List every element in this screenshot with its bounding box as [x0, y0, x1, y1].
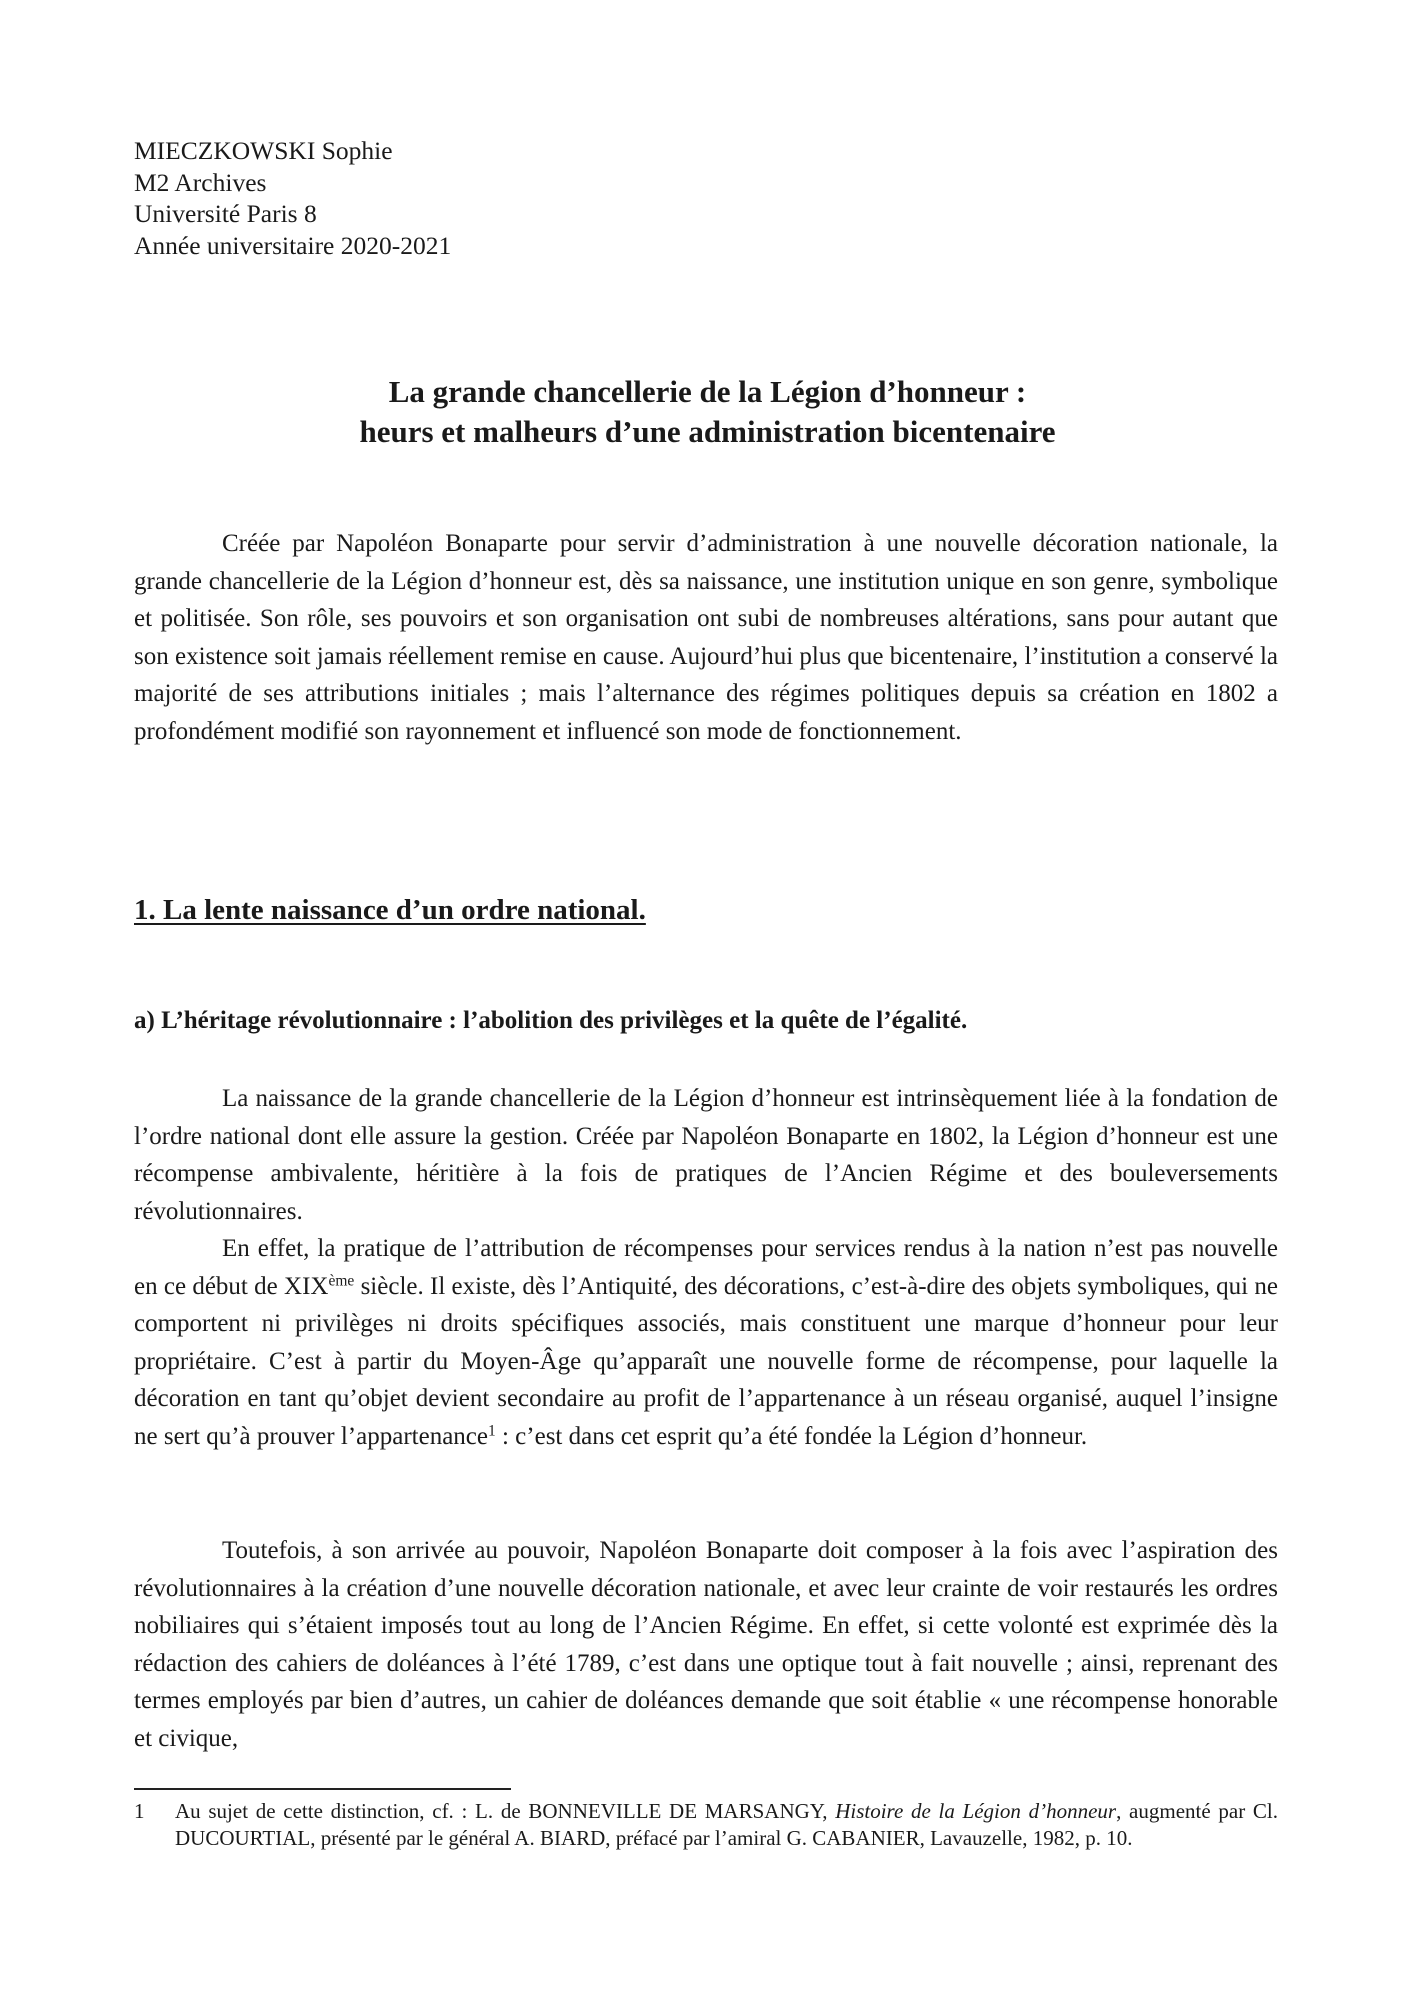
footnote-separator	[134, 1788, 511, 1790]
title-line-2: heurs et malheurs d’une administration bicentenaire	[359, 414, 1056, 449]
footnote-number: 1	[134, 1799, 145, 1823]
author-header	[134, 135, 451, 261]
paragraph-text: En effet, la pratique de l’attribution de récompenses pour services rendus à la nation n’est pas nouvelle en ce début de XIX	[134, 1235, 1278, 1300]
footnote-reference[interactable]: 1	[487, 1421, 496, 1439]
body-paragraph: La naissance de la grande chancellerie de la Légion d’honneur est intrinsèquement liée à la fondation de l’ordre national dont elle assure la gestion. Créée par Napoléon Bonaparte en 1802, la Légion d’honneur est une récompense ambivalente, héritière à la fois de pratiques de l’Ancien Régime et des bouleversements révolutionnaires.	[134, 1085, 1278, 1225]
body-paragraph	[134, 1230, 1278, 1455]
footnote-text-part: , augmenté par Cl. DUCOURTIAL, présenté par le général A. BIARD, préfacé par l’amiral G. CABANIER, Lavauzelle, 1982, p. 10.	[175, 1799, 1279, 1850]
section-body-continued	[134, 1532, 1278, 1757]
university-name: Université Paris 8	[134, 199, 317, 229]
superscript-ordinal: ème	[328, 1271, 355, 1289]
footnote-text-part: Au sujet de cette distinction, cf. : L. de BONNEVILLE DE MARSANGY,	[175, 1799, 836, 1823]
program-name: M2 Archives	[134, 167, 267, 197]
footnote	[134, 1798, 1278, 1852]
title-line-1: La grande chancellerie de la Légion d’honneur :	[388, 374, 1027, 409]
intro-paragraph: Créée par Napoléon Bonaparte pour servir d’administration à une nouvelle décoration nationale, la grande chancellerie de la Légion d’honneur est, dès sa naissance, une institution unique en son genre, symbolique et politisée. Son rôle, ses pouvoirs et son organisation ont subi de nombreuses altérations, sans pour autant que son existence soit jamais réellement remise en cause. Aujourd’hui plus que bicentenaire, l’institution a conservé la majorité de ses attributions initiales ; mais l’alternance des régimes politiques depuis sa création en 1802 a profondément modifié son rayonnement et influencé son mode de fonctionnement.	[134, 530, 1278, 745]
paragraph-text: : c’est dans cet esprit qu’a été fondée la Légion d’honneur.	[495, 1422, 1088, 1450]
academic-year: Année universitaire 2020-2021	[134, 230, 452, 260]
document-title	[0, 372, 1415, 452]
body-paragraph: Toutefois, à son arrivée au pouvoir, Napoléon Bonaparte doit composer à la fois avec l’aspiration des révolutionnaires à la création d’une nouvelle décoration nationale, et avec leur crainte de voir restaurés les ordres nobiliaires qui s’étaient imposés tout au long de l’Ancien Régime. En effet, si cette volonté est exprimée dès la rédaction des cahiers de doléances à l’été 1789, c’est dans une optique tout à fait nouvelle ; ainsi, reprenant des termes employés par bien d’autres, un cahier de doléances demande que soit établie « une récompense honorable et civique,	[134, 1537, 1278, 1752]
intro-section	[134, 525, 1278, 750]
footnote-book-title: Histoire de la Légion d’honneur	[835, 1799, 1117, 1823]
footnote-text	[175, 1798, 1278, 1852]
section-body	[134, 1080, 1278, 1455]
paragraph-text: siècle. Il existe, dès l’Antiquité, des décorations, c’est-à-dire des objets symboliques, qui ne comportent ni privilèges ni droits spécifiques associés, mais constituent une marque d’honneur pour leur propriétaire. C’est à partir du Moyen-Âge qu’apparaît une nouvelle forme de récompense, pour laquelle la décoration en tant qu’objet devient secondaire au profit de l’appartenance à un réseau organisé, auquel l’insigne ne sert qu’à prouver l’appartenance	[134, 1272, 1278, 1450]
section-heading: 1. La lente naissance d’un ordre national.	[134, 894, 646, 926]
subsection-heading: a) L’héritage révolutionnaire : l’abolition des privilèges et la quête de l’égalité.	[134, 1007, 968, 1034]
author-name: MIECZKOWSKI Sophie	[134, 136, 393, 165]
